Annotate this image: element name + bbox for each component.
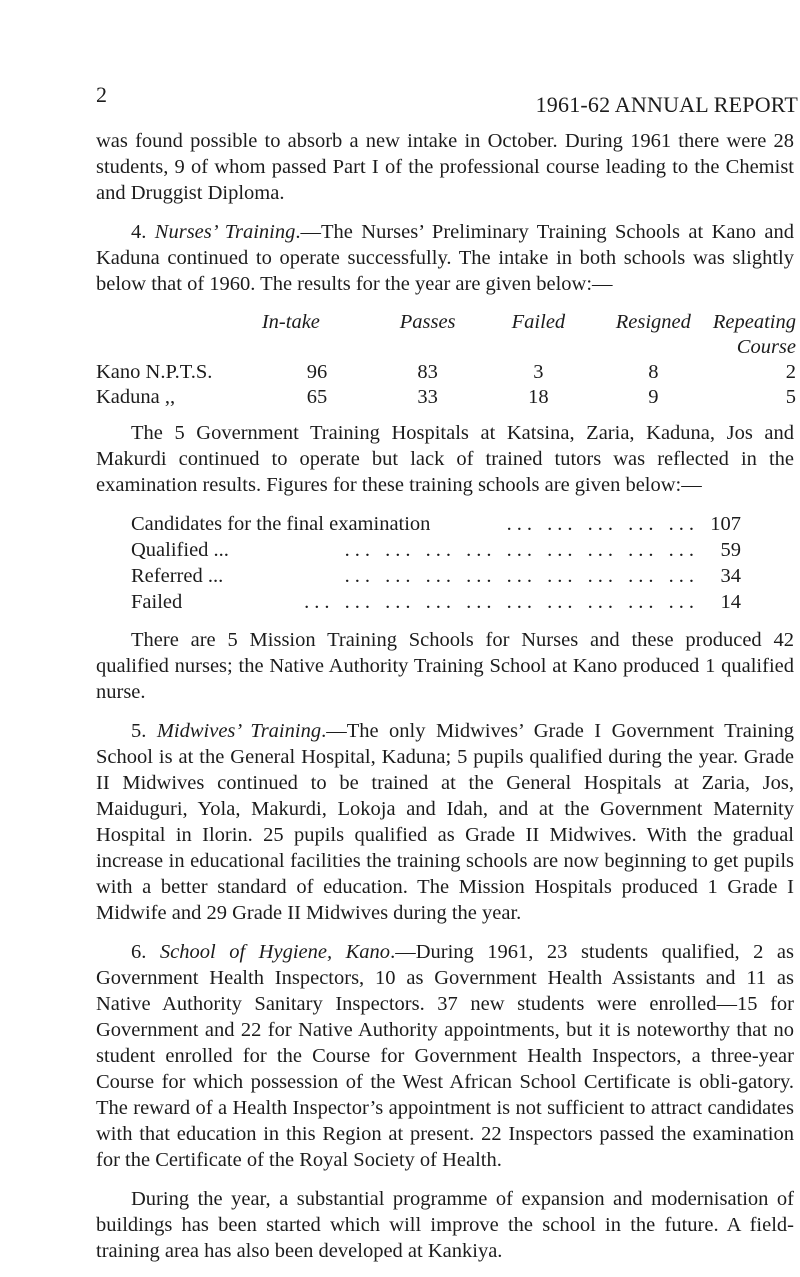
section-heading: School of Hygiene, Kano xyxy=(159,941,391,963)
header-failed: Failed xyxy=(511,311,566,333)
paragraph-buildings: During the year, a substantial programme of expansion and modernisation of buildings has been started which will improve the school in the future. A field-training area has also been developed at Kankiya. xyxy=(96,1188,794,1262)
row-name: Kaduna ,, xyxy=(96,386,176,408)
cell-passes: 33 xyxy=(417,386,438,408)
running-head: 1961-62 ANNUAL REPORT xyxy=(535,92,798,117)
header-intake: In-take xyxy=(261,311,320,333)
paragraph-midwives-training xyxy=(96,718,794,926)
section-number: 4. xyxy=(131,221,155,243)
paragraph-nurses-training xyxy=(96,219,794,297)
page-body xyxy=(96,128,794,1277)
cell-passes: 83 xyxy=(417,361,438,383)
header-passes: Passes xyxy=(399,311,456,333)
figure-label: Qualified ... xyxy=(131,539,229,561)
cell-failed: 3 xyxy=(533,361,544,383)
section-heading: Nurses’ Training xyxy=(154,221,296,243)
section-text: .—The Nurses’ Preliminary Training Schools at Kano and Kaduna continued to operate successfully. The intake in both schools was slightly below that of 1960. The results for the year are given below:— xyxy=(96,221,794,295)
figure-label: Referred ... xyxy=(131,565,224,587)
header-resigned: Resigned xyxy=(615,311,691,333)
cell-repeating: 2 xyxy=(785,361,796,383)
figure-label: Failed xyxy=(131,591,183,613)
figure-value: 107 xyxy=(710,513,741,535)
page-number: 2 xyxy=(96,82,107,107)
cell-failed: 18 xyxy=(528,386,549,408)
list-item xyxy=(131,511,741,537)
figure-value: 59 xyxy=(720,539,741,561)
paragraph-intro: was found possible to absorb a new intake in October. During 1961 there were 28 students, 9 of whom passed Part I of the professional course leading to the Chemist and Druggist Diploma. xyxy=(96,130,794,204)
table-row xyxy=(96,360,796,385)
row-name: Kano N.P.T.S. xyxy=(96,361,213,383)
leader-dots: ... ... ... ... ... xyxy=(506,513,699,535)
cell-repeating: 5 xyxy=(785,386,796,408)
section-text: .—During 1961, 23 students qualified, 2 as Government Health Inspectors, 10 as Government Health Assistants and 11 as Native Authority Sanitary Inspectors. 37 new students were enrolled—15 for Government and 22 for Native Authority appointments, but it is noteworthy that no student enrolled for the Course for Government Health Inspectors, a three-year Course for which possession of the West African School Certificate is obli-gatory. The reward of a Health Inspector’s appointment is not sufficient to attract candidates with that education in this Region at present. 22 Inspectors passed the examination for the Certificate of the Royal Society of Health. xyxy=(96,941,795,1171)
leader-dots: ... ... ... ... ... ... ... ... ... xyxy=(344,539,699,561)
list-item xyxy=(131,589,741,615)
exam-figures-list xyxy=(131,511,741,615)
cell-resigned: 8 xyxy=(648,361,659,383)
leader-dots: ... ... ... ... ... ... ... ... ... ... xyxy=(304,591,699,613)
cell-intake: 65 xyxy=(306,386,328,408)
figure-label: Candidates for the final examination xyxy=(131,513,431,535)
paragraph-mission-schools: There are 5 Mission Training Schools for Nurses and these produced 42 qualified nurses; the Native Authority Training School at Kano produced 1 qualified nurse. xyxy=(96,629,794,703)
figure-value: 34 xyxy=(720,565,741,587)
results-table xyxy=(96,310,796,410)
cell-intake: 96 xyxy=(306,361,328,383)
table-row xyxy=(96,385,796,410)
results-table-header xyxy=(96,310,796,360)
figure-value: 14 xyxy=(720,591,741,613)
section-text: .—The only Midwives’ Grade I Government Training School is at the General Hospital, Kaduna; 5 pupils qualified during the year. Grade II Midwives continued to be trained at the General Hospitals at Zaria, Jos, Maiduguri, Yola, Makurdi, Lokoja and Idah, and at the Government Maternity Hospital in Ilorin. 25 pupils qualified as Grade II Midwives. With the gradual increase in educational facilities the training schools are now beginning to get pupils with a better standard of education. The Mission Hospitals produced 1 Grade I Midwife and 29 Grade II Midwives during the year. xyxy=(96,720,794,924)
list-item xyxy=(131,563,741,589)
leader-dots: ... ... ... ... ... ... ... ... ... xyxy=(344,565,699,587)
list-item xyxy=(131,537,741,563)
section-heading: Midwives’ Training xyxy=(156,720,322,742)
paragraph-training-hospitals: The 5 Government Training Hospitals at Katsina, Zaria, Kaduna, Jos and Makurdi continued to operate but lack of trained tutors was reflected in the examination results. Figures for these training schools are given below:— xyxy=(96,422,794,496)
section-number: 6. xyxy=(131,941,160,963)
paragraph-school-of-hygiene xyxy=(96,939,794,1173)
header-blank xyxy=(96,310,262,360)
header-repeating-course: Repeating Course xyxy=(712,311,796,358)
section-number: 5. xyxy=(131,720,157,742)
cell-resigned: 9 xyxy=(648,386,659,408)
